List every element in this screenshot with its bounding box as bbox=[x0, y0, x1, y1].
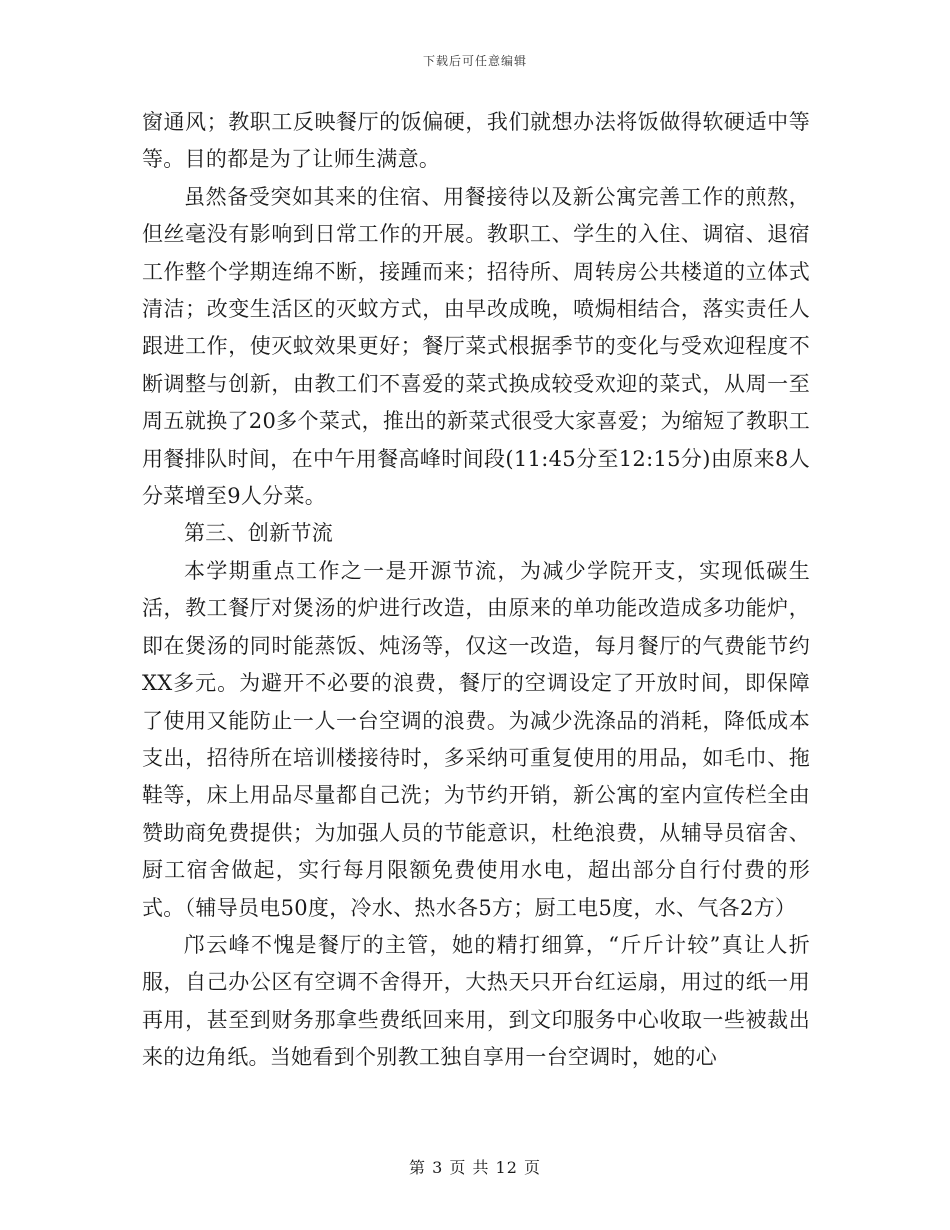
header-note: 下载后可任意编辑 bbox=[422, 54, 527, 68]
section-heading-innovation: 第三、创新节流 bbox=[184, 521, 334, 546]
paragraph-continuation: 窗通风；教职工反映餐厅的饭偏硬，我们就想办法将饭做得软硬适中等等。目的都是为了让师生满意。 bbox=[142, 110, 810, 172]
paragraph-cost-saving: 本学期重点工作之一是开源节流，为减少学院开支，实现低碳生活，教工餐厅对煲汤的炉进行改造，由原来的单功能改造成多功能炉，即在煲汤的同时能蒸饭、炖汤等，仅这一改造，每月餐厅的气费能节约XX多元。为避开不必要的浪费，餐厅的空调设定了开放时间，即保障了使用又能防止一人一台空调的浪费。为减少洗涤品的消耗，降低成本支出，招待所在培训楼接待时，多采纳可重复使用的用品，如毛巾、拖鞋等，床上用品尽量都自己洗；为节约开销，新公寓的室内宣传栏全由赞助商免费提供；为加强人员的节能意识，杜绝浪费，从辅导员宿舍、厨工宿舍做起，实行每月限额免费使用水电，超出部分自行付费的形式。（辅导员电50度，冷水、热水各5方；厨工电5度，水、气各2方） bbox=[142, 558, 810, 920]
page-number: 第 3 页 共 12 页 bbox=[409, 1158, 541, 1177]
paragraph-daily-work: 虽然备受突如其来的住宿、用餐接待以及新公寓完善工作的煎熬，但丝毫没有影响到日常工作的开展。教职工、学生的入住、调宿、退宿工作整个学期连绵不断，接踵而来；招待所、周转房公共楼道的立体式清洁；改变生活区的灭蚊方式，由早改成晚，喷焗相结合，落实责任人跟进工作，使灭蚊效果更好；餐厅菜式根据季节的变化与受欢迎程度不断调整与创新，由教工们不喜爱的菜式换成较受欢迎的菜式，从周一至周五就换了20多个菜式，推出的新菜式很受大家喜爱；为缩短了教职工用餐排队时间，在中午用餐高峰时间段(11:45分至12:15分)由原来8人分菜增至9人分菜。 bbox=[142, 184, 810, 509]
document-body bbox=[142, 104, 810, 1077]
paragraph-supervisor: 邝云峰不愧是餐厅的主管，她的精打细算，“斤斤计较”真让人折服，自己办公区有空调不舍得开，大热天只开台红运扇，用过的纸一用再用，甚至到财务那拿些费纸回来用，到文印服务中心收取一些被裁出来的边角纸。当她看到个别教工独自享用一台空调时，她的心 bbox=[142, 932, 810, 1070]
